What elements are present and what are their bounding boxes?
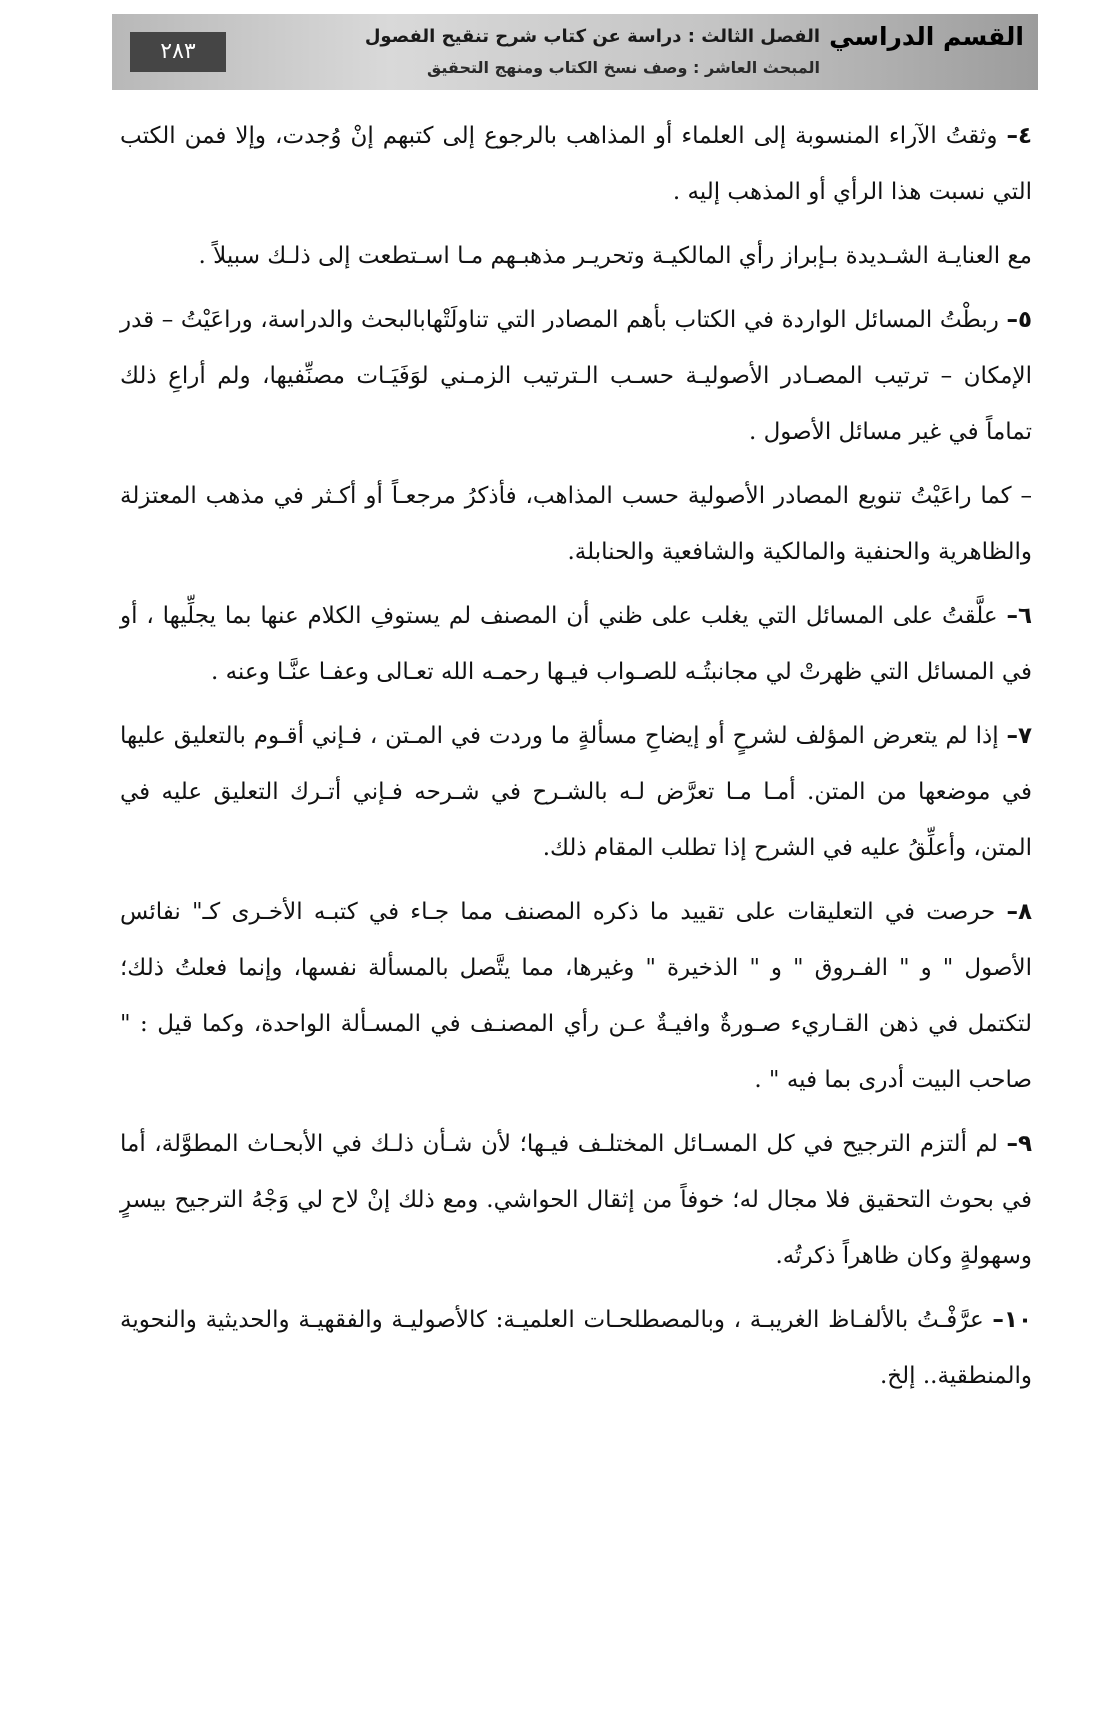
paragraph-item-9 (120, 1116, 1032, 1284)
paragraph-text: عرَّفْـتُ بالألفـاظ الغريبـة ، وبالمصطلحـات العلميـة: كالأصوليـة والفقهيـة والحديثية والنحوية والمنطقية.. إلخ. (120, 1307, 1032, 1389)
paragraph-item-10 (120, 1292, 1032, 1404)
section-title: القسم الدراسي (829, 22, 1024, 51)
item-number: ٦– (1006, 603, 1032, 629)
paragraph-item-5 (120, 292, 1032, 460)
paragraph-text: علَّقتُ على المسائل التي يغلب على ظني أن المصنف لم يستوفِ الكلام عنها بما يجلِّيها ، أو في المسائل التي ظهرتْ لي مجانبتُـه للصـواب فيـها رحمـه الله تعـالى وعفـا عنَّـا وعنه . (120, 603, 1032, 685)
paragraph-item-8 (120, 884, 1032, 1108)
paragraph-text: لم ألتزم الترجيح في كل المسـائل المختلـف فيـها؛ لأن شـأن ذلـك في الأبحـاث المطوَّلة، أما في بحوث التحقيق فلا مجال له؛ خوفاً من إثقال الحواشي. ومع ذلك إنْ لاح لي وَجْهُ الترجيح بيسرٍ وسهولةٍ وكان ظاهراً ذكرتُه. (120, 1131, 1032, 1269)
paragraph-item-4 (120, 108, 1032, 220)
paragraph-item-7 (120, 708, 1032, 876)
paragraph-text: إذا لم يتعرض المؤلف لشرحٍ أو إيضاحِ مسألةٍ ما وردت في المـتن ، فـإني أقـوم بالتعليق عليها في موضعها من المتن. أمـا مـا تعرَّض لـه بالشـرح في شـرحه فـإني أتـرك التعليق عليه في المتن، وأعلِّقُ عليه في الشرح إذا تطلب المقام ذلك. (120, 723, 1032, 861)
item-number: ٤– (1006, 123, 1032, 149)
paragraph-text: – كما راعَيْتُ تنويع المصادر الأصولية حسب المذاهب، فأذكرُ مرجعـاً أو أكـثر في مذهب المعتزلة والظاهرية والحنفية والمالكية والشافعية والحنابلة. (120, 483, 1032, 565)
item-number: ١٠– (992, 1307, 1032, 1333)
paragraph-note (120, 228, 1032, 284)
body-text (120, 108, 1032, 1412)
paragraph-item-6 (120, 588, 1032, 700)
item-number: ٨– (1006, 899, 1032, 925)
page-number: ٢٨٣ (130, 32, 226, 72)
paragraph-note (120, 468, 1032, 580)
paragraph-text: ربطْتُ المسائل الواردة في الكتاب بأهم المصادر التي تناولَتْهابالبحث والدراسة، وراعَيْتُ – قدر الإمكان – ترتيب المصـادر الأصوليـة حسـب الـترتيب الزمـني لوَفَيَـات مصنِّفيها، ولم أراعِ ذلك تماماً في غير مسائل الأصول . (120, 307, 1032, 445)
paragraph-text: مع العنايـة الشـديدة بـإبراز رأي المالكيـة وتحريـر مذهبـهم مـا اسـتطعت إلى ذلـك سبيلاً . (198, 243, 1032, 269)
item-number: ٥– (1006, 307, 1032, 333)
paragraph-text: وثقتُ الآراء المنسوبة إلى العلماء أو المذاهب بالرجوع إلى كتبهم إنْ وُجدت، وإلا فمن الكتب التي نسبت هذا الرأي أو المذهب إليه . (120, 123, 1032, 205)
item-number: ٩– (1006, 1131, 1032, 1157)
item-number: ٧– (1006, 723, 1032, 749)
page-header-banner (112, 14, 1038, 90)
subject-title: المبحث العاشر : وصف نسخ الكتاب ومنهج التحقيق (426, 58, 820, 77)
chapter-title: الفصل الثالث : دراسة عن كتاب شرح تنقيح الفصول (364, 26, 820, 47)
paragraph-text: حرصت في التعليقات على تقييد ما ذكره المصنف مما جـاء في كتبـه الأخـرى كـ" نفائس الأصول " و " الفـروق " و " الذخيرة " وغيرها، مما يتَّصل بالمسألة نفسها، وإنما فعلتُ ذلك؛ لتكتمل في ذهن القـاريء صـورةٌ وافيـةٌ عـن رأي المصنـف في المسـألة الواحدة، وكما قيل : " صاحب البيت أدرى بما فيه " . (120, 899, 1032, 1093)
